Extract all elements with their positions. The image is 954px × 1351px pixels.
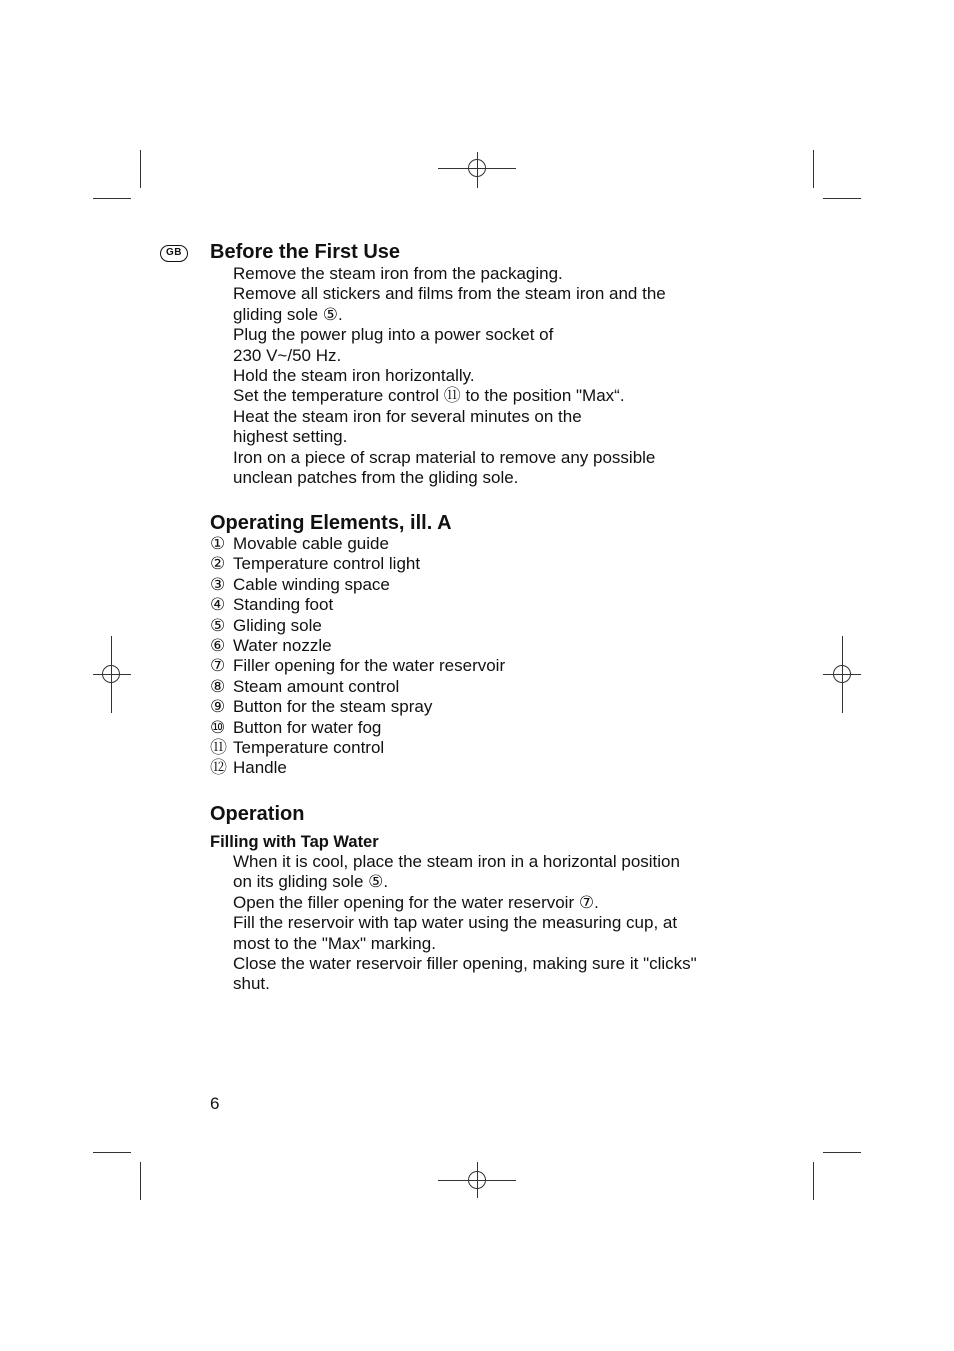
item-number: ⑪ (210, 738, 227, 758)
item-label: Gliding sole (233, 615, 322, 635)
item-number: ⑩ (210, 717, 226, 737)
text-line: When it is cool, place the steam iron in a horizontal position (233, 852, 680, 871)
page-number: 6 (210, 1094, 220, 1113)
crop-mark (93, 198, 131, 199)
list-item (210, 758, 505, 778)
item-label: Cable winding space (233, 574, 390, 594)
text-line: Fill the reservoir with tap water using the measuring cup, at (233, 913, 678, 933)
item-label: Water nozzle (233, 636, 332, 656)
text-line: Open the filler opening for the water reservoir ⑦. (233, 892, 599, 912)
text-line: shut. (233, 974, 270, 994)
filling-instructions (233, 852, 743, 995)
crop-mark (140, 1162, 141, 1200)
section-title-operation: Operation (210, 803, 305, 825)
text-line: gliding sole ⑤. (233, 304, 343, 324)
crop-mark (140, 150, 141, 188)
list-item (210, 656, 505, 676)
list-item (210, 616, 505, 636)
item-label: Movable cable guide (233, 534, 389, 553)
item-number: ⑧ (210, 676, 226, 696)
item-label: Steam amount control (233, 676, 400, 696)
text-line: Hold the steam iron horizontally. (233, 366, 475, 386)
list-item (210, 575, 505, 595)
section-title-operating-elements: Operating Elements, ill. A (210, 512, 452, 534)
first-use-instructions (233, 264, 743, 488)
item-number: ⑫ (210, 758, 227, 778)
text-line: Heat the steam iron for several minutes on the (233, 406, 582, 426)
text-line: on its gliding sole ⑤. (233, 872, 389, 892)
section-title-first-use: Before the First Use (210, 241, 401, 263)
operating-elements-list (210, 534, 505, 779)
item-label: Button for the steam spray (233, 697, 433, 717)
item-number: ① (210, 534, 226, 553)
list-item (210, 738, 505, 758)
item-label: Temperature control light (233, 554, 421, 574)
list-item (210, 677, 505, 697)
crop-mark (93, 1152, 131, 1153)
language-badge: GB (160, 245, 188, 262)
list-item (210, 697, 505, 717)
item-number: ④ (210, 595, 226, 615)
item-number: ⑦ (210, 656, 226, 676)
item-number: ⑥ (210, 636, 226, 656)
crop-mark (813, 150, 814, 188)
text-line: highest setting. (233, 427, 348, 447)
text-line: Iron on a piece of scrap material to remove any possible (233, 447, 656, 467)
text-line: most to the "Max" marking. (233, 933, 436, 953)
text-line: Set the temperature control ⑪ to the position "Max“. (233, 386, 625, 406)
text-line: Remove the steam iron from the packaging. (233, 264, 563, 283)
list-item (210, 534, 505, 554)
list-item (210, 718, 505, 738)
crop-mark (823, 198, 861, 199)
crop-mark (823, 1152, 861, 1153)
text-line: Close the water reservoir filler opening, making sure it "clicks" (233, 954, 697, 974)
item-number: ⑤ (210, 615, 226, 635)
item-label: Handle (233, 758, 287, 778)
item-number: ③ (210, 574, 226, 594)
text-line: 230 V~/50 Hz. (233, 345, 342, 365)
item-label: Filler opening for the water reservoir (233, 656, 506, 676)
subsection-title-filling: Filling with Tap Water (210, 833, 379, 851)
text-line: unclean patches from the gliding sole. (233, 468, 519, 488)
list-item (210, 636, 505, 656)
item-label: Standing foot (233, 595, 334, 615)
item-label: Button for water fog (233, 717, 382, 737)
item-number: ⑨ (210, 697, 226, 717)
text-line: Plug the power plug into a power socket of (233, 325, 554, 345)
crop-mark (813, 1162, 814, 1200)
list-item (210, 554, 505, 574)
text-line: Remove all stickers and films from the steam iron and the (233, 284, 666, 304)
list-item (210, 595, 505, 615)
item-label: Temperature control (233, 738, 385, 758)
item-number: ② (210, 554, 226, 574)
